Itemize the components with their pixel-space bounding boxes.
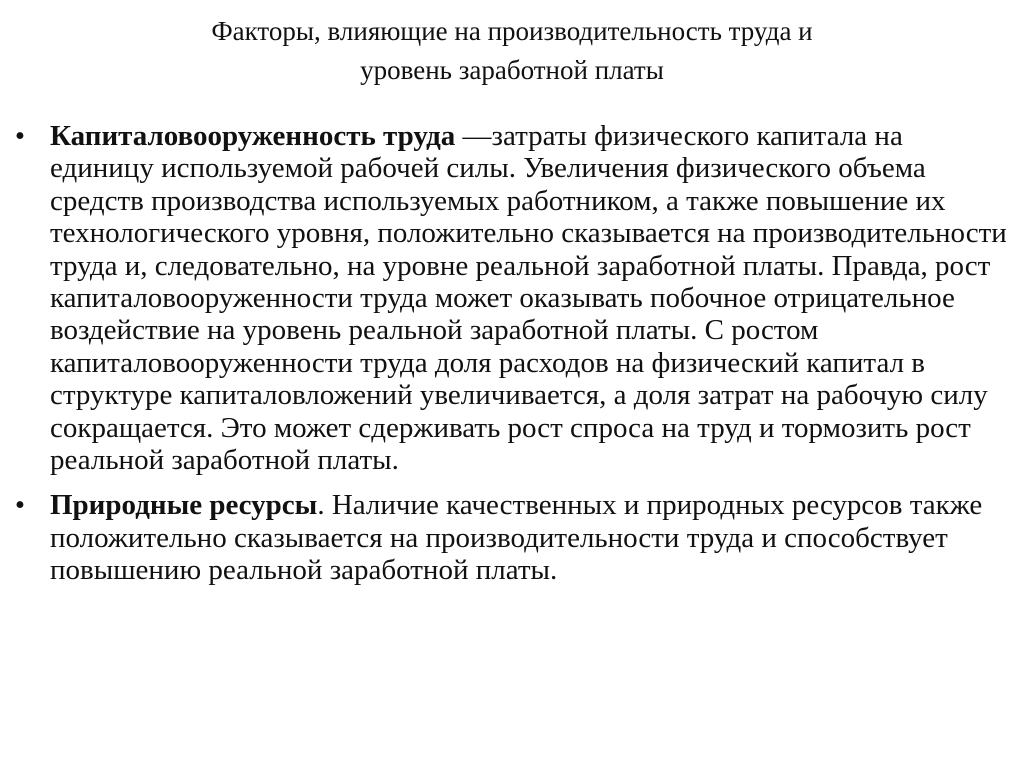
bullet-text: —затраты физического капитала на единицу используемой рабочей силы. Увеличения физического объема средств производства используемых работником, а также повышение их технологического уровня, положительно сказывается на производительности труда и, следовательно, на уровне реальной заработной платы. Правда, рост капиталовооруженности труда может оказывать побочное отрицательное воздействие на уровень реальной заработной платы. С ростом капиталовооруженности труда доля расходов на физический капитал в структуре капиталовложений увеличивается, а доля затрат на рабочую силу сокращается. Это может сдерживать рост спроса на труд и тормозить рост реальной заработной платы. (50, 120, 1007, 477)
slide-title-line-2: уровень заработной платы (360, 55, 664, 85)
bullet-item-capital-ratio (0, 120, 1024, 476)
bullet-icon: • (14, 120, 26, 152)
bullet-term: Природные ресурсы (50, 489, 318, 522)
bullet-text: . Наличие качественных и природных ресурсов также положительно сказывается на производительности труда и способствует повышению реальной заработной платы. (50, 489, 983, 587)
slide-title-line-1: Факторы, влияющие на производительность труда и (211, 16, 813, 46)
bullet-list (0, 120, 1024, 587)
slide-title (0, 12, 1024, 90)
bullet-item-natural-resources (0, 489, 1024, 586)
bullet-term: Капиталовооруженность труда (50, 120, 456, 152)
bullet-icon: • (14, 489, 26, 522)
